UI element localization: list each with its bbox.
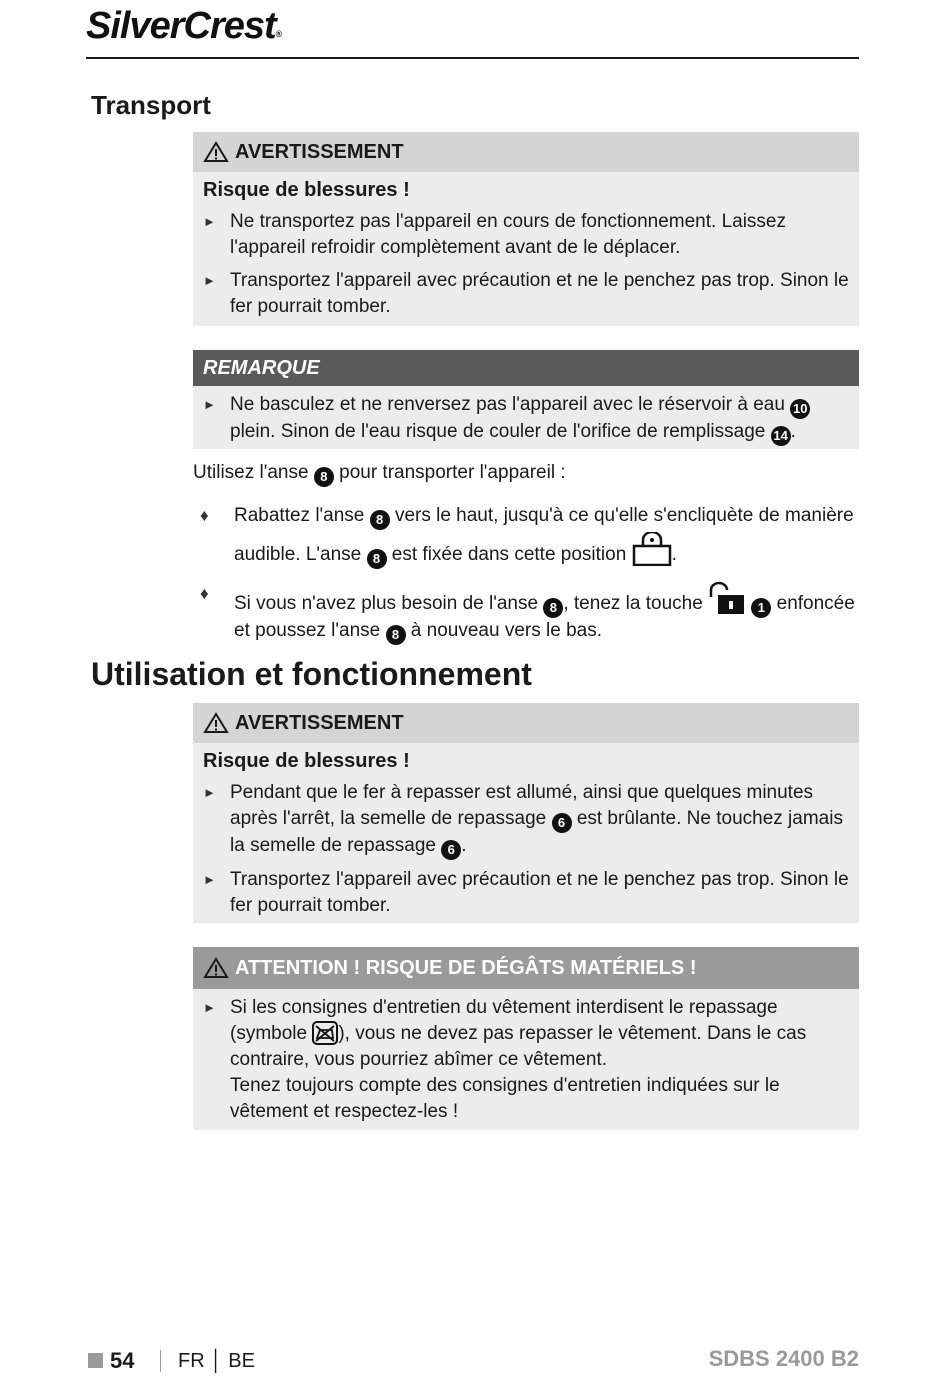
step-text: , tenez la touche bbox=[563, 593, 703, 614]
padlock-closed-icon bbox=[632, 532, 672, 566]
step-text: est fixée dans cette position bbox=[391, 544, 627, 565]
warning-text: est brûlante. Ne touchez jamais la semelle de repassage bbox=[230, 808, 843, 856]
warning-box-transport bbox=[193, 132, 859, 326]
intro-text: Utilisez l'anse bbox=[193, 462, 309, 483]
transport-steps bbox=[200, 500, 860, 645]
model-number: SDBS 2400 B2 bbox=[708, 1346, 859, 1371]
ref-number: 1 bbox=[751, 598, 771, 618]
footer-divider bbox=[160, 1350, 161, 1372]
step-text: Rabattez l'anse bbox=[234, 505, 365, 526]
no-iron-icon bbox=[312, 1021, 338, 1045]
note-text: plein. Sinon de l'eau risque de couler de l'orifice de remplissage bbox=[230, 421, 766, 442]
intro-text: pour transporter l'appareil : bbox=[339, 462, 566, 483]
list-item bbox=[203, 995, 849, 1125]
ref-number: 8 bbox=[367, 549, 387, 569]
step-text: à nouveau vers le bas. bbox=[410, 620, 602, 641]
list-item: ► Transportez l'appareil avec précaution et ne le penchez pas trop. Sinon le fer pourrait tomber. bbox=[203, 867, 849, 919]
warning-text: Pendant que le fer à repasser est allumé, ainsi que quelques minutes après l'arrêt, la semelle de repassage bbox=[230, 782, 814, 829]
ref-number: 8 bbox=[543, 598, 563, 618]
ref-number: 8 bbox=[370, 510, 390, 530]
warning-triangle-icon bbox=[203, 712, 229, 734]
section-title-use: Utilisation et fonctionnement bbox=[91, 656, 532, 692]
warning-label: AVERTISSEMENT bbox=[235, 140, 404, 163]
list-item: ► Transportez l'appareil avec précaution et ne le penchez pas trop. Sinon le fer pourrait tomber. bbox=[203, 268, 849, 320]
note-label: REMARQUE bbox=[203, 356, 320, 379]
step-text: vers le haut, jusqu'à ce qu'elle s'encliquète de manière audible. L'anse bbox=[234, 505, 854, 565]
note-text: . bbox=[790, 421, 796, 442]
attention-list bbox=[193, 995, 859, 1131]
warning-triangle-icon bbox=[203, 957, 229, 979]
ref-number: 6 bbox=[552, 813, 572, 833]
attention-text: ), vous ne devez pas repasser le vêtement. Dans le cas contraire, vous pourriez abîmer ce vêtement. bbox=[230, 1023, 807, 1070]
warning-list bbox=[193, 780, 859, 925]
warning-header bbox=[193, 132, 859, 172]
list-item bbox=[200, 500, 860, 571]
list-item bbox=[203, 392, 849, 446]
padlock-open-icon bbox=[708, 581, 746, 615]
warning-subtitle: Risque de blessures ! bbox=[203, 179, 410, 201]
warning-box-use bbox=[193, 703, 859, 923]
attention-label: ATTENTION ! RISQUE DE DÉGÂTS MATÉRIELS ! bbox=[235, 956, 697, 979]
warning-text: . bbox=[461, 835, 467, 856]
registered-mark: ® bbox=[275, 29, 282, 39]
list-item bbox=[200, 581, 860, 645]
note-box bbox=[193, 350, 859, 449]
ref-number: 6 bbox=[441, 840, 461, 860]
warning-header bbox=[193, 703, 859, 743]
ref-number: 10 bbox=[790, 399, 810, 419]
footer-marker bbox=[88, 1353, 103, 1368]
step-text: . bbox=[671, 544, 677, 565]
brand-logo bbox=[86, 6, 281, 46]
language-codes: FR │ BE bbox=[178, 1350, 255, 1372]
note-text: Ne basculez et ne renversez pas l'appareil avec le réservoir à eau bbox=[230, 394, 785, 415]
warning-subtitle: Risque de blessures ! bbox=[203, 750, 410, 772]
transport-intro bbox=[193, 460, 566, 487]
list-item bbox=[203, 780, 849, 860]
note-list bbox=[193, 392, 859, 452]
page-number: 54 bbox=[110, 1348, 135, 1373]
warning-label: AVERTISSEMENT bbox=[235, 711, 404, 734]
section-title-transport: Transport bbox=[91, 90, 211, 120]
page-footer bbox=[86, 1346, 859, 1376]
attention-text: Si les consignes d'entretien du vêtement interdisent le repassage (symbole bbox=[230, 997, 778, 1044]
ref-number: 14 bbox=[771, 426, 791, 446]
ref-number: 8 bbox=[386, 625, 406, 645]
brand-name: SilverCrest bbox=[86, 5, 276, 47]
attention-header bbox=[193, 947, 859, 989]
step-text: enfoncée et poussez l'anse bbox=[234, 593, 855, 641]
attention-text: Tenez toujours compte des consignes d'entretien indiquées sur le vêtement et respectez-les ! bbox=[230, 1075, 780, 1122]
warning-list bbox=[193, 209, 859, 326]
step-text: Si vous n'avez plus besoin de l'anse bbox=[234, 593, 539, 614]
list-item: ► Ne transportez pas l'appareil en cours de fonctionnement. Laissez l'appareil refroidir complètement avant de le déplacer. bbox=[203, 209, 849, 261]
header-rule bbox=[86, 57, 859, 59]
warning-triangle-icon bbox=[203, 141, 229, 163]
note-header bbox=[193, 350, 859, 386]
ref-number: 8 bbox=[314, 467, 334, 487]
attention-box bbox=[193, 947, 859, 1130]
